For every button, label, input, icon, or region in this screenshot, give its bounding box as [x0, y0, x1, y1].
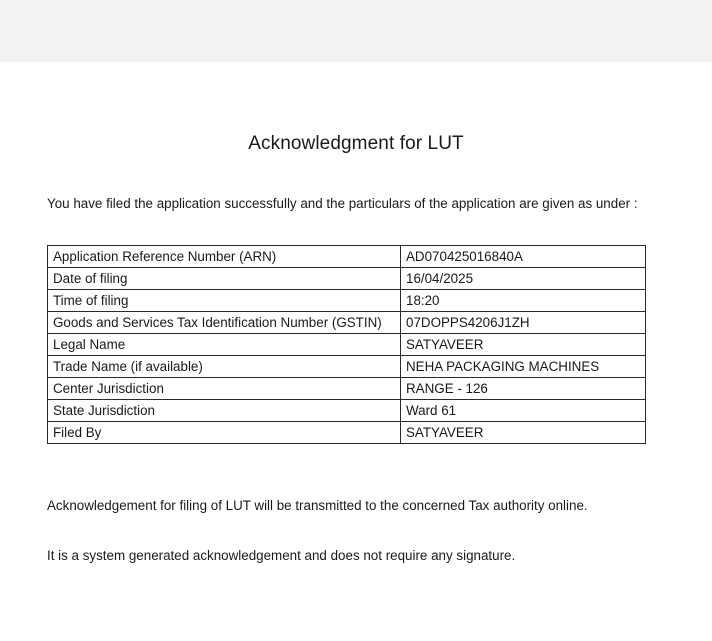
- row-label: Legal Name: [48, 334, 401, 356]
- row-label: Time of filing: [48, 290, 401, 312]
- row-value: NEHA PACKAGING MACHINES: [401, 356, 646, 378]
- row-value: 16/04/2025: [401, 268, 646, 290]
- application-details-table: [47, 245, 646, 444]
- row-label: Filed By: [48, 422, 401, 444]
- table-row: [48, 400, 646, 422]
- row-label: Application Reference Number (ARN): [48, 246, 401, 268]
- acknowledgment-page: [0, 62, 712, 641]
- page-title: Acknowledgment for LUT: [248, 133, 464, 154]
- row-value: RANGE - 126: [401, 378, 646, 400]
- row-label: State Jurisdiction: [48, 400, 401, 422]
- row-value: Ward 61: [401, 400, 646, 422]
- row-value: SATYAVEER: [401, 422, 646, 444]
- table-row: [48, 356, 646, 378]
- row-label: Center Jurisdiction: [48, 378, 401, 400]
- table-row: [48, 268, 646, 290]
- row-value: SATYAVEER: [401, 334, 646, 356]
- row-label: Trade Name (if available): [48, 356, 401, 378]
- transmission-note: Acknowledgement for filing of LUT will be transmitted to the concerned Tax authority online.: [47, 498, 588, 513]
- table-row: [48, 422, 646, 444]
- row-label: Goods and Services Tax Identification Number (GSTIN): [48, 312, 401, 334]
- table-row: [48, 378, 646, 400]
- table-row: [48, 246, 646, 268]
- system-generated-note: It is a system generated acknowledgement and does not require any signature.: [47, 548, 516, 563]
- row-label: Date of filing: [48, 268, 401, 290]
- row-value: AD070425016840A: [401, 246, 646, 268]
- top-bar: [0, 0, 712, 62]
- table-row: [48, 290, 646, 312]
- table-row: [48, 334, 646, 356]
- intro-text: You have filed the application successfully and the particulars of the application are given as under :: [47, 196, 638, 211]
- row-value: 07DOPPS4206J1ZH: [401, 312, 646, 334]
- row-value: 18:20: [401, 290, 646, 312]
- table-row: [48, 312, 646, 334]
